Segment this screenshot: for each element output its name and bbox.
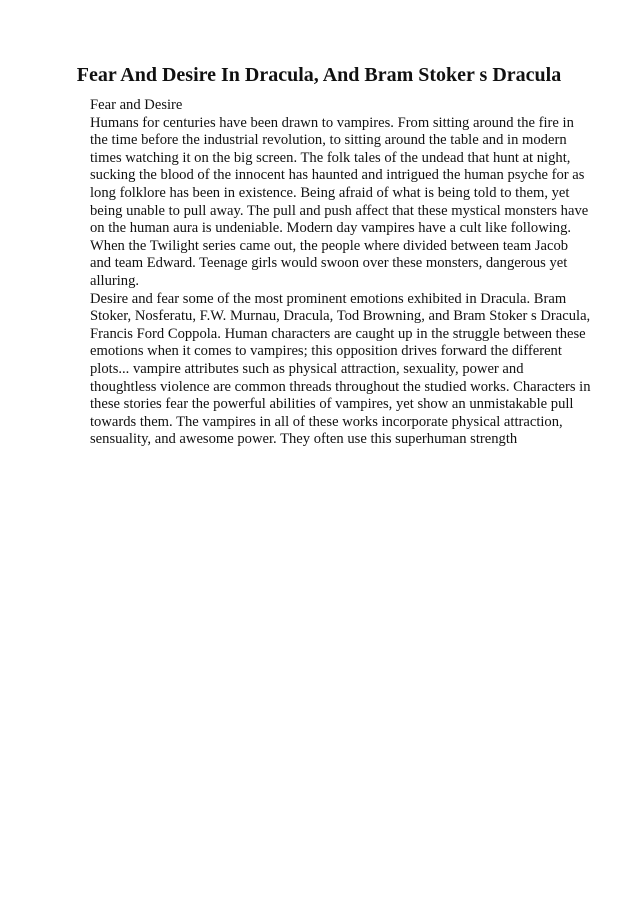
body-line: being unable to pull away. The pull and push affect that these mystical monsters have: [90, 202, 589, 219]
body-line: the time before the industrial revolution, to sitting around the table and in modern: [90, 132, 567, 149]
body-line: Francis Ford Coppola. Human characters are caught up in the struggle between these: [90, 325, 586, 342]
document-title: Fear And Desire In Dracula, And Bram Stoker s Dracula: [76, 64, 562, 86]
body-line: sucking the blood of the innocent has haunted and intrigued the human psyche for as: [90, 167, 585, 184]
body-line: long folklore has been in existence. Being afraid of what is being told to them, yet: [90, 184, 570, 201]
body-line: alluring.: [90, 272, 140, 289]
body-line: Stoker, Nosferatu, F.W. Murnau, Dracula, Tod Browning, and Bram Stoker s Dracula,: [90, 308, 591, 325]
body-line: and team Edward. Teenage girls would swoon over these monsters, dangerous yet: [90, 255, 568, 272]
body-line: emotions when it comes to vampires; this opposition drives forward the different: [90, 343, 562, 360]
body-line: When the Twilight series came out, the people where divided between team Jacob: [90, 237, 569, 254]
body-line: Fear and Desire: [90, 97, 183, 113]
body-line: thoughtless violence are common threads throughout the studied works. Characters in: [90, 378, 591, 395]
body-line: sensuality, and awesome power. They often use this superhuman strength: [90, 431, 518, 448]
document-body: [90, 97, 600, 449]
body-line: these stories fear the powerful abilities of vampires, yet show an unmistakable pull: [90, 396, 574, 413]
body-line: Desire and fear some of the most prominent emotions exhibited in Dracula. Bram: [90, 290, 567, 307]
body-line: on the human aura is undeniable. Modern day vampires have a cult like following.: [90, 220, 572, 237]
body-line: times watching it on the big screen. The folk tales of the undead that hunt at night,: [90, 149, 571, 166]
body-line: plots... vampire attributes such as physical attraction, sexuality, power and: [90, 360, 524, 377]
body-line: towards them. The vampires in all of these works incorporate physical attraction,: [90, 413, 563, 430]
body-line: Humans for centuries have been drawn to vampires. From sitting around the fire in: [90, 114, 574, 131]
